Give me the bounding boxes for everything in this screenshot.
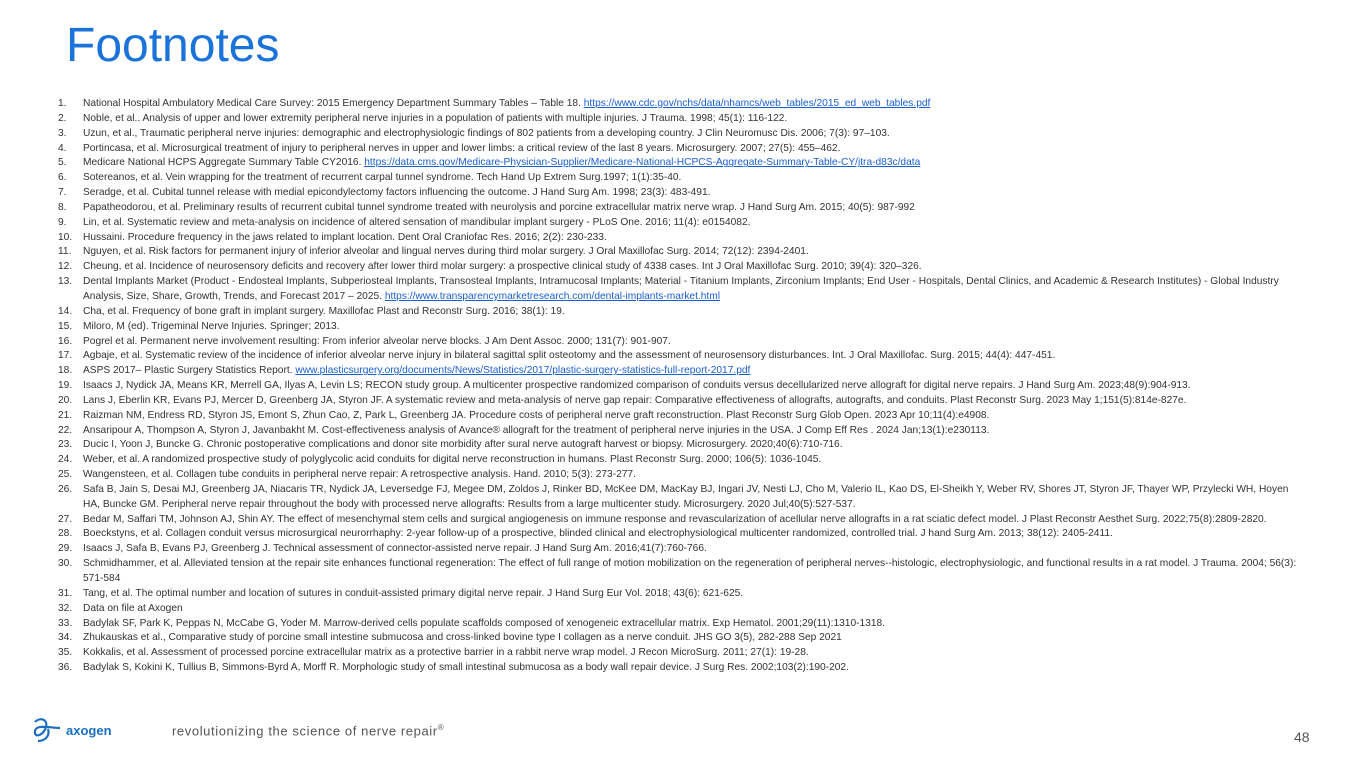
footnote-number: 34. [58, 632, 73, 644]
footnote-number: 35. [58, 647, 73, 659]
footnote-item [58, 527, 1298, 542]
footnote-number: 4. [58, 142, 67, 154]
footnote-citation: Weber, et al. A randomized prospective study of polyglycolic acid conduits for digital nerve reconstruction in humans. Plast Reconstr Surg. 2000; 106(5): 1036-1045. [83, 454, 822, 466]
footnote-text [83, 112, 1298, 127]
footnote-number: 15. [58, 320, 73, 332]
footnote-item [58, 186, 1298, 201]
footnote-number: 16. [58, 335, 73, 347]
footnote-item [58, 127, 1298, 142]
footnote-citation: Isaacs J, Safa B, Evans PJ, Greenberg J. Technical assessment of connector-assisted nerve repair. J Hand Surg Am. 2016;41(7):760-766. [83, 543, 707, 555]
footnote-citation: Medicare National HCPS Aggregate Summary Table CY2016. [83, 157, 365, 169]
footnote-citation: Lin, et al. Systematic review and meta-analysis on incidence of altered sensation of mandibular implant surgery - PLoS One. 2016; 11(4): e0154082. [83, 216, 751, 228]
footnote-text [83, 453, 1298, 468]
footnote-number: 23. [58, 439, 73, 451]
footnote-number: 19. [58, 380, 73, 392]
footnote-number: 3. [58, 127, 67, 139]
footnote-number: 13. [58, 276, 73, 288]
footnote-item [58, 513, 1298, 528]
footnote-number: 21. [58, 409, 73, 421]
footnote-citation: Uzun, et al., Traumatic peripheral nerve injuries: demographic and electrophysiologic findings of 802 patients from a developing country. J Clin Neuromusc Dis. 2006; 7(3): 97–103. [83, 127, 890, 139]
footnote-citation: Pogrel et al. Permanent nerve involvement resulting: From inferior alveolar nerve blocks. J Am Dent Assoc. 2000; 131(7): 901-907. [83, 335, 671, 347]
tagline-text: revolutionizing the science of nerve repair [172, 723, 438, 739]
footnote-citation: Isaacs J, Nydick JA, Means KR, Merrell GA, Ilyas A, Levin LS; RECON study group. A multicenter prospective randomized comparison of conduits versus decellularized nerve allograft for digital nerve repairs. J Hand Surg Am. 2023;48(9):904-913. [83, 380, 1191, 392]
footnote-text [83, 587, 1298, 602]
footnote-citation: Cheung, et al. Incidence of neurosensory deficits and recovery after lower third molar surgery: a prospective clinical study of 4338 cases. Int J Oral Maxillofac Surg. 2010; 39(4): 320–326. [83, 261, 922, 273]
footnote-citation: Seradge, et al. Cubital tunnel release with medial epicondylectomy factors influencing the outcome. J Hand Surg Am. 1998; 23(3): 483-491. [83, 187, 711, 199]
page-title: Footnotes [66, 19, 280, 72]
footnote-item [58, 631, 1298, 646]
footnote-text [83, 542, 1298, 557]
footnote-item [58, 557, 1298, 587]
footnote-item [58, 587, 1298, 602]
footnote-citation: Portincasa, et al. Microsurgical treatment of injury to peripheral nerves in upper and lower limbs: a critical review of the last 8 years. Microsurgery. 2007; 27(5): 455–462. [83, 142, 841, 154]
footnote-item [58, 142, 1298, 157]
footnote-citation: Ansaripour A, Thompson A, Styron J, Javanbakht M. Cost-effectiveness analysis of Avance® allograft for the treatment of peripheral nerve injuries in the USA. J Comp Eff Res . 2024 Jan;13(1):e230113. [83, 424, 990, 436]
footnote-number: 25. [58, 469, 73, 481]
footnote-text [83, 527, 1298, 542]
footnote-text [83, 142, 1298, 157]
footnote-text [83, 424, 1298, 439]
footnote-citation: Safa B, Jain S, Desai MJ, Greenberg JA, Niacaris TR, Nydick JA, Leversedge FJ, Megee DM, Zoldos J, Rinker BD, McKee DM, MacKay BJ, Ingari JV, Nesti LJ, Cho M, Valerio IL, Kao DS, El-Sheikh Y, Weber RV, Shores JT, Styron JF, Thayer WP, Przylecki WH, Hoyen HA, Buncke GM. Peripheral nerve repair throughout the body with processed nerve allografts: Results from a large multicenter study. Microsurgery. 2020 Jul;40(5):527-537. [83, 483, 1289, 510]
footnote-text [83, 156, 1298, 171]
footnote-citation: Lans J, Eberlin KR, Evans PJ, Mercer D, Greenberg JA, Styron JF. A systematic review and meta-analysis of nerve gap repair: Comparative effectiveness of allografts, autografts, and conduits. Plast Reconstr Surg. 2023 May 1;151(5):814e-827e. [83, 394, 1187, 406]
footnote-number: 24. [58, 454, 73, 466]
footnote-text [83, 631, 1298, 646]
axogen-logo [32, 717, 112, 743]
footnote-item [58, 245, 1298, 260]
footnote-text [83, 409, 1298, 424]
footnote-text [83, 216, 1298, 231]
footnote-number: 11. [58, 246, 72, 258]
footnote-citation: Tang, et al. The optimal number and location of sutures in conduit-assisted primary digital nerve repair. J Hand Surg Eur Vol. 2018; 43(6): 621-625. [83, 587, 744, 599]
footnote-citation: Kokkalis, et al. Assessment of processed porcine extracellular matrix as a protective barrier in a rabbit nerve wrap model. J Recon MicroSurg. 2011; 27(1): 19-28. [83, 647, 809, 659]
footnote-item [58, 646, 1298, 661]
footnote-number: 33. [58, 617, 73, 629]
footnote-item [58, 275, 1298, 305]
footnote-number: 5. [58, 157, 67, 169]
footnote-number: 7. [58, 187, 67, 199]
footnote-citation: Miloro, M (ed). Trigeminal Nerve Injuries. Springer; 2013. [83, 320, 340, 332]
footnote-number: 14. [58, 305, 73, 317]
footnote-text [83, 468, 1298, 483]
footnote-item [58, 542, 1298, 557]
footnote-item [58, 112, 1298, 127]
footnote-text [83, 394, 1298, 409]
footnote-item [58, 438, 1298, 453]
footnote-citation: Bedar M, Saffari TM, Johnson AJ, Shin AY. The effect of mesenchymal stem cells and surgical angiogenesis on immune response and revascularization of acellular nerve allografts in a rat sciatic defect model. J Plast Reconstr Aesthet Surg. 2022;75(8):2809-2820. [83, 513, 1267, 525]
footnote-number: 10. [58, 231, 73, 243]
footnote-item [58, 171, 1298, 186]
footnote-number: 32. [58, 602, 73, 614]
footnote-item [58, 156, 1298, 171]
footnote-number: 22. [58, 424, 73, 436]
footnote-number: 2. [58, 112, 67, 124]
footnote-item [58, 216, 1298, 231]
footnote-citation: Cha, et al. Frequency of bone graft in implant surgery. Maxillofac Plast and Reconstr Surg. 2016; 38(1): 19. [83, 305, 565, 317]
footnote-number: 29. [58, 543, 73, 555]
footnote-citation: Dental Implants Market (Product - Endosteal Implants, Subperiosteal Implants, Transosteal Implants, Intramucosal Implants; Material - Titanium Implants, Zirconium Implants; End User - Hospitals, Dental Clinics, and Academic & Research Institutes) - Global Industry Analysis, Size, Share, Growth, Trends, and Forecast 2017 – 2025. [83, 276, 1279, 302]
footnote-text [83, 97, 1298, 112]
footnote-item [58, 305, 1298, 320]
footnote-item [58, 453, 1298, 468]
footnote-text [83, 260, 1298, 275]
footnote-number: 30. [58, 558, 73, 570]
footnote-citation: Agbaje, et al. Systematic review of the incidence of inferior alveolar nerve injury in bilateral sagittal split osteotomy and the assessment of neurosensory disturbances. Int. J Oral Maxillofac. Surg. 2015; 44(4): 447-451. [83, 350, 1056, 362]
footnote-number: 27. [58, 513, 73, 525]
footnote-text [83, 305, 1298, 320]
footnote-text [83, 602, 1298, 617]
footnote-text [83, 364, 1298, 379]
footnote-citation: Ducic I, Yoon J, Buncke G. Chronic postoperative complications and donor site morbidity after sural nerve autograft harvest or biopsy. Microsurgery. 2020;40(6):710-716. [83, 439, 843, 451]
footnote-text [83, 320, 1298, 335]
footnote-item [58, 468, 1298, 483]
axogen-symbol-icon [32, 717, 62, 743]
footnote-item [58, 335, 1298, 350]
footnote-citation: Raizman NM, Endress RD, Styron JS, Emont S, Zhun Cao, Z, Park L, Greenberg JA. Procedure costs of peripheral nerve graft reconstruction. Plast Reconstr Surg Glob Open. 2023 Apr 10;11(4):e4908. [83, 409, 990, 421]
footnote-item [58, 483, 1298, 513]
tagline [172, 723, 444, 738]
footnote-citation: Noble, et al.. Analysis of upper and lower extremity peripheral nerve injuries in a population of patients with multiple injuries. J Trauma. 1998; 45(1): 116-122. [83, 112, 788, 124]
footnote-item [58, 424, 1298, 439]
footnote-text [83, 335, 1298, 350]
footnote-number: 8. [58, 201, 67, 213]
footnote-text [83, 483, 1298, 513]
brand-name: axogen [66, 722, 112, 738]
footnote-citation: Nguyen, et al. Risk factors for permanent injury of inferior alveolar and lingual nerves during third molar surgery. J Oral Maxillofac Surg. 2014; 72(12): 2394-2401. [83, 246, 809, 258]
footnote-item [58, 409, 1298, 424]
footnote-text [83, 349, 1298, 364]
footnote-number: 12. [58, 261, 73, 273]
footnote-item [58, 394, 1298, 409]
footnote-citation: Sotereanos, et al. Vein wrapping for the treatment of recurrent carpal tunnel syndrome. Tech Hand Up Extrem Surg.1997; 1(1):35-40. [83, 172, 682, 184]
footnote-item [58, 617, 1298, 632]
footnote-list [58, 97, 1298, 676]
footnote-item [58, 364, 1298, 379]
footnote-text [83, 275, 1298, 305]
footnote-item [58, 349, 1298, 364]
footnote-item [58, 97, 1298, 112]
page-number: 48 [1294, 729, 1310, 745]
footnote-citation: Data on file at Axogen [83, 602, 183, 614]
footnote-text [83, 617, 1298, 632]
footnote-text [83, 127, 1298, 142]
footnote-text [83, 245, 1298, 260]
footnote-text [83, 661, 1298, 676]
footnote-link[interactable]: www.plasticsurgery.org/documents/News/Statistics/2017/plastic-surgery-statistics-full-report-2017.pdf [295, 365, 751, 377]
footnote-item [58, 201, 1298, 216]
footnote-citation: Wangensteen, et al. Collagen tube conduits in peripheral nerve repair: A retrospective analysis. Hand. 2010; 5(3): 273-277. [83, 469, 636, 481]
footnote-text [83, 186, 1298, 201]
footnote-item [58, 231, 1298, 246]
footnote-item [58, 379, 1298, 394]
footnote-item [58, 602, 1298, 617]
footnote-number: 17. [58, 350, 73, 362]
footnote-text [83, 231, 1298, 246]
registered-mark: ® [437, 723, 445, 732]
footnote-citation: National Hospital Ambulatory Medical Care Survey: 2015 Emergency Department Summary Tables – Table 18. [83, 98, 584, 109]
footnote-text [83, 513, 1298, 528]
footnote-citation: Badylak S, Kokini K, Tullius B, Simmons-Byrd A, Morff R. Morphologic study of small intestinal submucosa as a body wall repair device. J Surg Res. 2002;103(2):190-202. [83, 662, 849, 674]
footnote-number: 26. [58, 483, 73, 495]
footnote-number: 36. [58, 662, 73, 674]
footnote-text [83, 438, 1298, 453]
footnote-link[interactable]: https://www.transparencymarketresearch.com/dental-implants-market.html [384, 290, 721, 302]
footnote-number: 18. [58, 365, 73, 377]
footnote-number: 31. [58, 587, 73, 599]
footnote-citation: Papatheodorou, et al. Preliminary results of recurrent cubital tunnel syndrome treated with neurolysis and porcine extracellular matrix nerve wrap. J Hand Surg Am. 2015; 40(5): 987-992 [83, 201, 915, 213]
footnote-number: 9. [58, 216, 67, 228]
footnote-item [58, 661, 1298, 676]
footnote-citation: ASPS 2017– Plastic Surgery Statistics Report. [83, 365, 296, 377]
footnote-number: 1. [58, 98, 67, 109]
footnote-link[interactable]: https://data.cms.gov/Medicare-Physician-Supplier/Medicare-National-HCPCS-Aggregate-Summary-Table-CY/jtra-d83c/data [364, 157, 921, 169]
footnote-number: 6. [58, 172, 67, 184]
footnote-text [83, 201, 1298, 216]
footnote-text [83, 646, 1298, 661]
footnote-text [83, 557, 1298, 587]
footnote-citation: Hussaini. Procedure frequency in the jaws related to implant location. Dent Oral Craniofac Res. 2016; 2(2): 230-233. [83, 231, 607, 243]
footnote-item [58, 320, 1298, 335]
footnote-citation: Zhukauskas et al., Comparative study of porcine small intestine submucosa and cross-linked bovine type I collagen as a nerve conduit. JHS GO 3(5), 282-288 Sep 2021 [83, 632, 842, 644]
footnote-item [58, 260, 1298, 275]
footnote-citation: Boeckstyns, et al. Collagen conduit versus microsurgical neurorrhaphy: 2-year follow-up of a prospective, blinded clinical and electrophysiological multicenter randomized, controlled trial. J hand Surg Am. 2013; 38(12): 2405-2411. [83, 528, 1113, 540]
footnote-citation: Badylak SF, Park K, Peppas N, McCabe G, Yoder M. Marrow-derived cells populate scaffolds composed of xenogeneic extracellular matrix. Exp Hematol. 2001;29(11):1310-1318. [83, 617, 886, 629]
footnote-citation: Schmidhammer, et al. Alleviated tension at the repair site enhances functional regeneration: The effect of full range of motion mobilization on the regeneration of peripheral nerves--histologic, electrophysiologic, and functional results in a rat model. J Trauma. 2004; 56(3): 571-584 [83, 558, 1297, 584]
footnote-text [83, 171, 1298, 186]
footnote-number: 20. [58, 394, 73, 406]
footnote-text [83, 379, 1298, 394]
footnote-link[interactable]: https://www.cdc.gov/nchs/data/nhamcs/web_tables/2015_ed_web_tables.pdf [583, 98, 931, 109]
footnote-number: 28. [58, 528, 73, 540]
